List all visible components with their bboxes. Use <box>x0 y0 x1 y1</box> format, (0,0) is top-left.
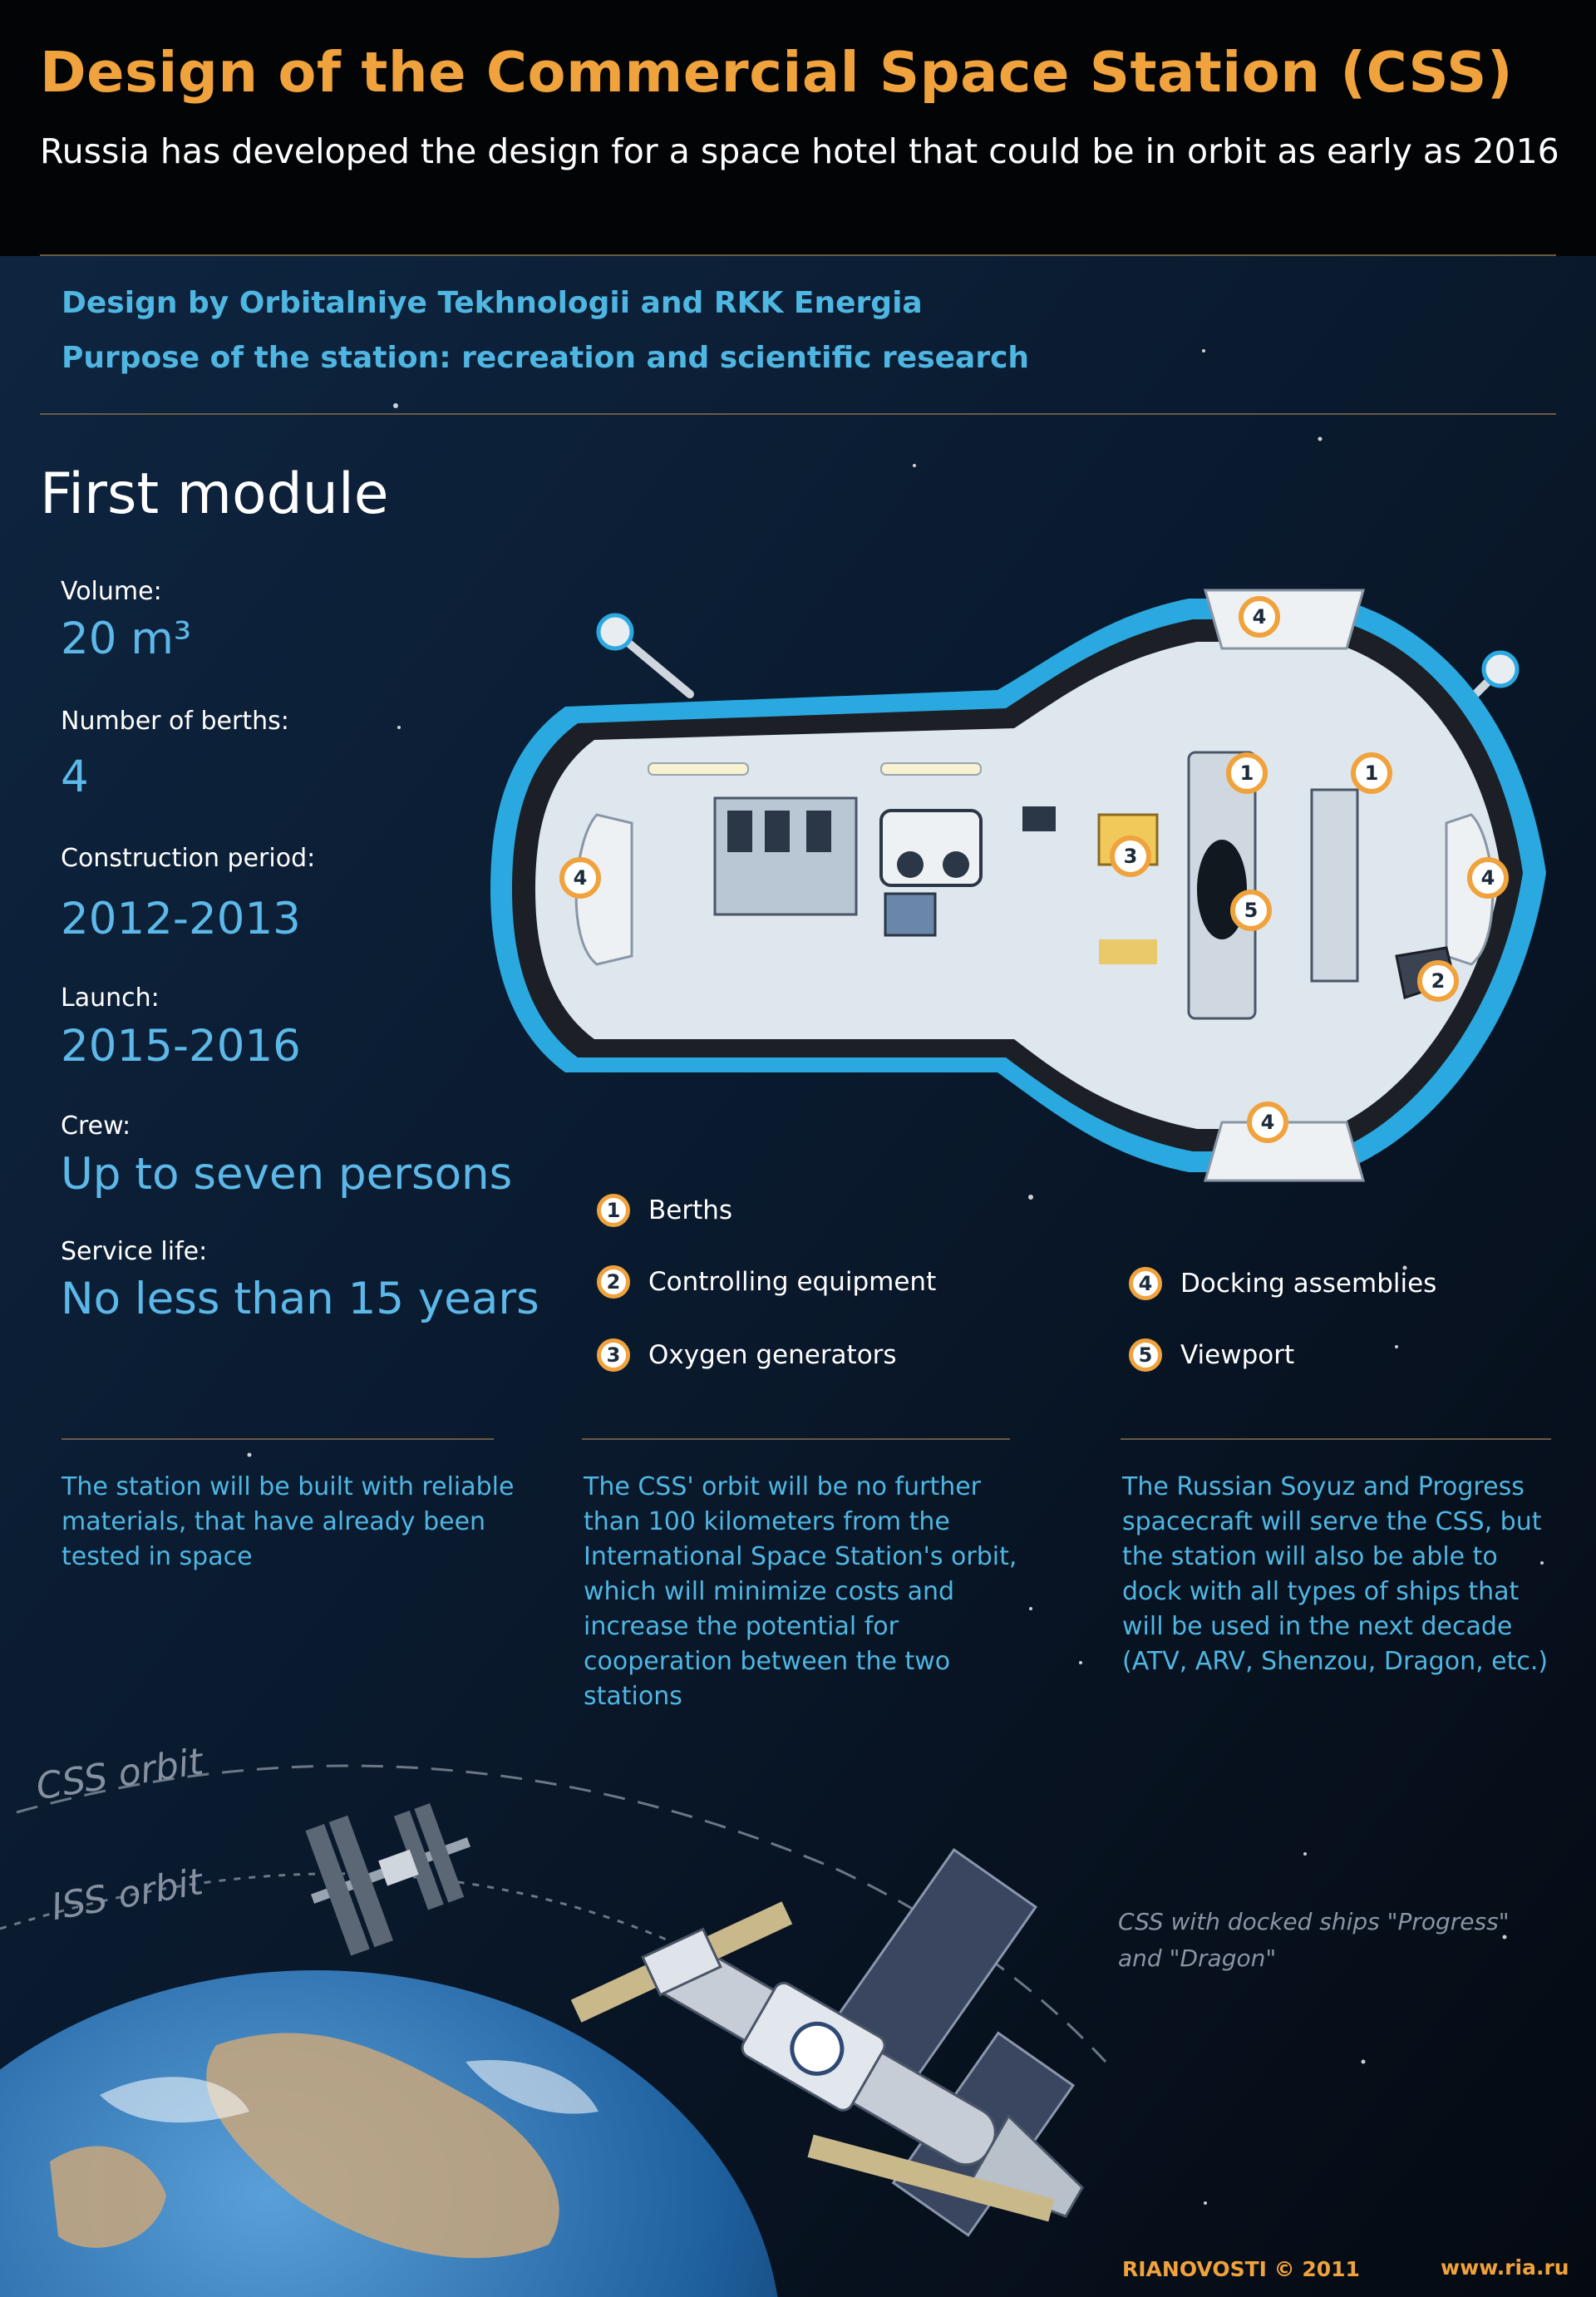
berths-value: 4 <box>61 752 89 802</box>
launch-label: Launch: <box>61 983 160 1013</box>
marker-docking-bottom <box>1249 1104 1286 1141</box>
fact-divider-2 <box>582 1438 1010 1440</box>
fact-divider-1 <box>62 1438 494 1440</box>
svg-text:3: 3 <box>1123 845 1138 868</box>
legend-item-docking-assemblies <box>1129 1267 1436 1300</box>
legend-number-badge: 1 <box>597 1194 630 1227</box>
marker-oxygen-generators <box>1112 838 1149 875</box>
page-subtitle: Russia has developed the design for a space hotel that could be in orbit as early as 2016 <box>40 131 1559 171</box>
volume-label: Volume: <box>61 577 162 606</box>
legend-label: Docking assemblies <box>1180 1269 1437 1299</box>
legend-number-badge: 4 <box>1129 1267 1162 1300</box>
footer-site: www.ria.ru <box>1441 2255 1569 2280</box>
svg-text:4: 4 <box>1252 605 1267 628</box>
svg-text:1: 1 <box>1364 762 1379 785</box>
fact-divider-3 <box>1121 1438 1551 1440</box>
station-cutaway-illustration <box>474 565 1563 1197</box>
page-title: Design of the Commercial Space Station (CSS) <box>40 40 1513 105</box>
construction-label: Construction period: <box>61 844 316 873</box>
iss-orbit-label: ISS orbit <box>48 1861 206 1930</box>
css-orbit-label: CSS orbit <box>33 1740 206 1809</box>
legend-label: Viewport <box>1180 1340 1295 1370</box>
legend-item-oxygen-generators <box>597 1338 897 1372</box>
design-credit: Design by Orbitalniye Tekhnologii and RKK Energia <box>62 286 923 320</box>
svg-text:4: 4 <box>573 866 588 890</box>
svg-text:2: 2 <box>1431 969 1446 993</box>
legend-label: Oxygen generators <box>648 1340 897 1370</box>
marker-controlling-equipment <box>1420 963 1456 999</box>
svg-text:5: 5 <box>1244 899 1259 922</box>
legend-number-badge: 2 <box>597 1265 630 1299</box>
docked-ships-caption: CSS with docked ships "Progress" and "Dragon" <box>1118 1908 1510 1972</box>
legend-number-badge: 3 <box>597 1338 630 1372</box>
legend-label: Berths <box>648 1195 733 1225</box>
crew-value: Up to seven persons <box>61 1149 513 1200</box>
legend-item-controlling-equipment <box>597 1265 936 1299</box>
footer-agency: RIANOVOSTI © 2011 <box>1122 2257 1360 2281</box>
volume-value: 20 m³ <box>61 614 192 664</box>
berths-label: Number of berths: <box>61 707 289 736</box>
marker-viewport <box>1233 892 1269 929</box>
header-band <box>0 0 1596 256</box>
fact-docking-ships: The Russian Soyuz and Progress spacecraft will serve the CSS, but the station will also be able to dock with all types of ships that will be used in the next decade (ATV, ARV, Shenzou, Dragon, etc.) <box>1122 1472 1549 1676</box>
launch-value: 2015-2016 <box>61 1021 301 1072</box>
marker-berths-a <box>1229 755 1265 791</box>
fact-orbit: The CSS' orbit will be no further than 100 kilometers from the International Space Station's orbit, which will minimize costs and increase the potential for cooperation between the two stations <box>584 1472 1017 1711</box>
purpose-line: Purpose of the station: recreation and scientific research <box>62 341 1030 375</box>
marker-docking-top <box>1241 599 1278 635</box>
svg-text:1: 1 <box>1239 762 1254 785</box>
marker-berths-b <box>1353 755 1390 791</box>
module-heading: First module <box>40 461 389 527</box>
service-life-label: Service life: <box>61 1237 208 1266</box>
svg-text:4: 4 <box>1260 1111 1275 1134</box>
legend-item-berths <box>597 1194 732 1227</box>
legend-number-badge: 5 <box>1129 1338 1162 1372</box>
marker-docking-right <box>1470 860 1506 896</box>
fact-materials: The station will be built with reliable materials, that have already been tested in space <box>62 1472 515 1571</box>
marker-docking-left <box>562 860 598 896</box>
header-divider <box>40 254 1556 256</box>
legend-label: Controlling equipment <box>648 1267 937 1297</box>
legend-item-viewport <box>1129 1338 1294 1372</box>
svg-text:4: 4 <box>1480 866 1495 890</box>
crew-label: Crew: <box>61 1112 131 1141</box>
construction-value: 2012-2013 <box>61 894 301 944</box>
service-life-value: No less than 15 years <box>61 1274 539 1324</box>
credits-divider <box>40 413 1556 415</box>
